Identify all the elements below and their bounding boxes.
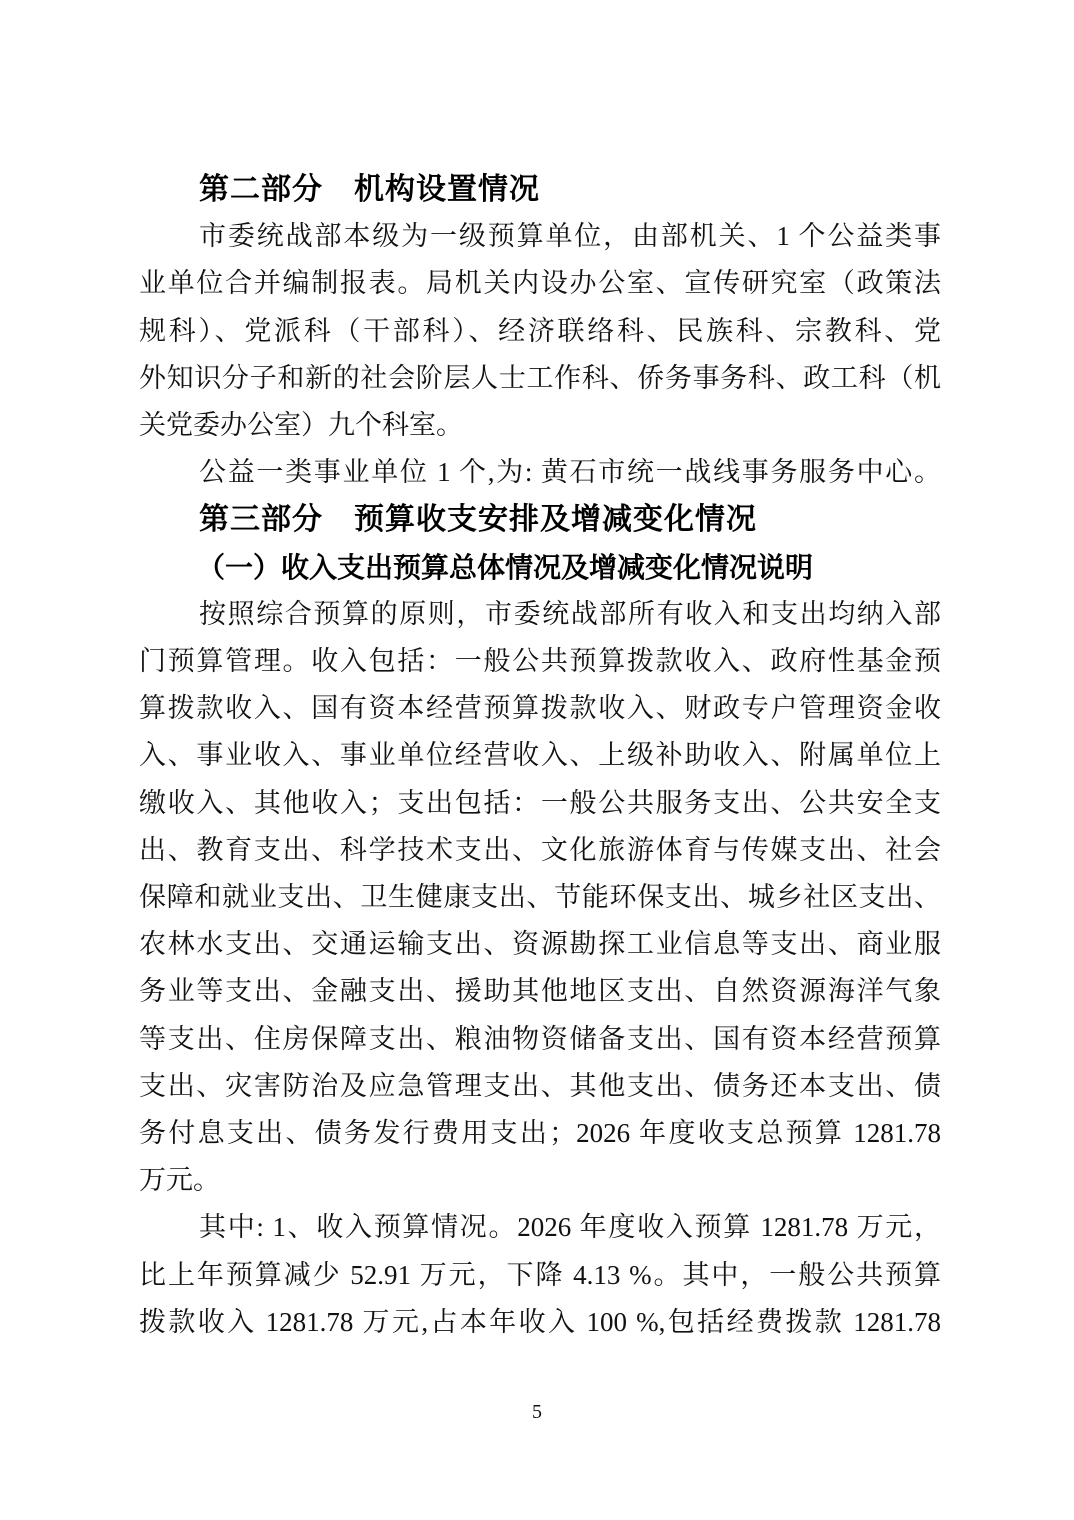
text-line: 按照综合预算的原则，市委统战部所有收入和支出均纳入部 — [199, 598, 941, 629]
text-line: 等支出、住房保障支出、粮油物资储备支出、国有资本经营预算 — [139, 1023, 941, 1054]
section-heading: 第三部分 预算收支安排及增减变化情况 — [199, 503, 757, 537]
text-line: 农林水支出、交通运输支出、资源勘探工业信息等支出、商业服 — [139, 929, 941, 960]
paragraph — [139, 1204, 941, 1346]
text-line: 支出、灾害防治及应急管理支出、其他支出、债务还本支出、债 — [139, 1070, 941, 1101]
text-line: 业单位合并编制报表。局机关内设办公室、宣传研究室（政策法 — [139, 268, 941, 299]
text-line: 其中: 1、收入预算情况。2026 年度收入预算 1281.78 万元， — [199, 1212, 941, 1243]
text-line: 拨款收入 1281.78 万元,占本年收入 100 %,包括经费拨款 1281.78 — [139, 1306, 941, 1337]
text-line: 保障和就业支出、卫生健康支出、节能环保支出、城乡社区支出、 — [139, 882, 941, 913]
text-line: 算拨款收入、国有资本经营预算拨款收入、财政专户管理资金收 — [139, 693, 941, 724]
page-number: 5 — [532, 1401, 542, 1423]
paragraph — [139, 449, 941, 496]
paragraph — [139, 213, 941, 449]
text-line: 关党委办公室）九个科室。 — [139, 410, 463, 441]
text-line: 规科）、党派科（干部科）、经济联络科、民族科、宗教科、党 — [139, 315, 941, 346]
text-line: 公益一类事业单位 1 个,为: 黄石市统一战线事务服务中心。 — [199, 457, 941, 488]
document-content — [139, 166, 941, 1346]
text-line: 缴收入、其他收入；支出包括：一般公共服务支出、公共安全支 — [139, 787, 941, 818]
text-line: 入、事业收入、事业单位经营收入、上级补助收入、附属单位上 — [139, 740, 941, 771]
paragraph — [139, 591, 941, 1205]
text-line: 门预算管理。收入包括：一般公共预算拨款收入、政府性基金预 — [139, 646, 941, 677]
text-line: 外知识分子和新的社会阶层人士工作科、侨务事务科、政工科（机 — [139, 362, 941, 393]
text-line: 比上年预算减少 52.91 万元，下降 4.13 %。其中，一般公共预算 — [139, 1259, 941, 1290]
text-line: 务业等支出、金融支出、援助其他地区支出、自然资源海洋气象 — [139, 976, 941, 1007]
section-heading: 第二部分 机构设置情况 — [199, 173, 540, 206]
text-line: 万元。 — [139, 1165, 220, 1196]
text-line: 务付息支出、债务发行费用支出；2026 年度收支总预算 1281.78 — [139, 1118, 941, 1149]
subsection-heading: （一）收入支出预算总体情况及增减变化情况说明 — [197, 551, 814, 583]
text-line: 市委统战部本级为一级预算单位，由部机关、1 个公益类事 — [199, 221, 941, 252]
text-line: 出、教育支出、科学技术支出、文化旅游体育与传媒支出、社会 — [139, 834, 941, 865]
